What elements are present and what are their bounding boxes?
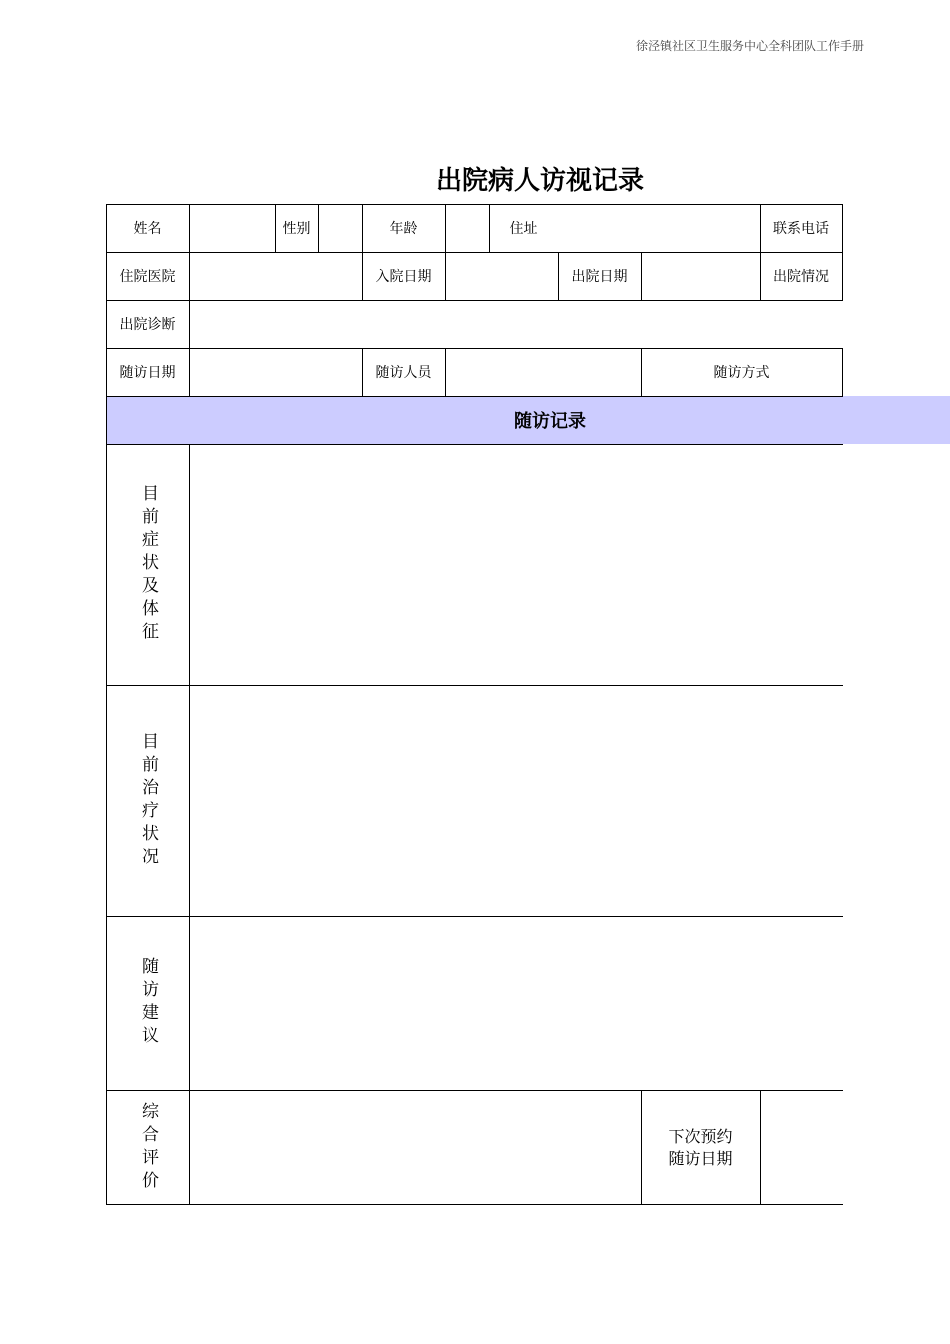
label-gender: 性别 [282, 221, 311, 237]
grid-line [106, 300, 843, 301]
grid-line [489, 204, 490, 252]
grid-line [189, 204, 190, 396]
label-advice-text: 随访建议 [138, 957, 158, 1049]
field-diagnosis[interactable] [189, 300, 842, 348]
section-header-band [106, 396, 950, 444]
label-admit-date: 入院日期 [375, 269, 432, 285]
grid-line [318, 204, 319, 252]
label-discharge-status: 出院情况 [773, 269, 829, 285]
grid-line [760, 1090, 761, 1205]
field-discharge-date[interactable] [641, 252, 760, 300]
label-symptoms [106, 444, 189, 685]
discharge-visit-form [106, 204, 950, 1206]
grid-line [641, 1090, 642, 1205]
grid-line [641, 252, 642, 300]
grid-line [106, 444, 843, 445]
field-admit-date[interactable] [445, 252, 558, 300]
label-next-appointment-line1: 下次预约 [668, 1126, 733, 1146]
label-phone: 联系电话 [773, 221, 829, 237]
grid-line [445, 252, 446, 300]
field-symptoms[interactable] [189, 444, 842, 685]
grid-line [760, 204, 761, 252]
grid-line [106, 685, 843, 686]
grid-line [760, 252, 761, 300]
document-title: 出院病人访视记录 [436, 166, 645, 196]
grid-line [106, 396, 843, 397]
grid-line [362, 348, 363, 396]
label-followup-date: 随访日期 [119, 365, 176, 381]
label-followup-staff: 随访人员 [375, 365, 432, 381]
grid-line [641, 348, 642, 396]
grid-line [106, 1090, 843, 1091]
grid-line [558, 252, 559, 300]
field-followup-date[interactable] [189, 348, 362, 396]
grid-line [106, 252, 843, 253]
field-treatment[interactable] [189, 685, 842, 916]
grid-line [275, 204, 276, 252]
label-hospital: 住院医院 [119, 269, 176, 285]
grid-line [106, 204, 107, 1205]
field-hospital[interactable] [189, 252, 362, 300]
grid-line [362, 204, 363, 252]
grid-line [106, 1204, 843, 1205]
label-treatment [106, 685, 189, 916]
label-diagnosis: 出院诊断 [119, 317, 176, 333]
field-followup-staff[interactable] [445, 348, 641, 396]
grid-line [445, 204, 446, 252]
field-address[interactable] [558, 204, 760, 252]
grid-line [106, 348, 843, 349]
label-age: 年龄 [389, 221, 418, 237]
label-followup-method: 随访方式 [713, 365, 770, 381]
grid-line [842, 204, 843, 300]
label-next-appointment-line2: 随访日期 [668, 1148, 733, 1168]
label-treatment-text: 目前治疗状况 [138, 731, 158, 870]
field-age[interactable] [445, 204, 489, 252]
label-symptoms-text: 目前症状及体征 [138, 484, 158, 645]
label-name: 姓名 [133, 221, 162, 237]
field-gender[interactable] [318, 204, 362, 252]
section-header: 随访记录 [514, 411, 586, 432]
grid-line [842, 348, 843, 396]
label-next-appointment [641, 1090, 760, 1205]
header-note: 徐泾镇社区卫生服务中心全科团队工作手册 [635, 39, 864, 53]
label-evaluation [106, 1090, 189, 1205]
grid-line [189, 444, 190, 1205]
grid-line [106, 204, 843, 205]
grid-line [445, 348, 446, 396]
label-address: 住址 [509, 221, 538, 237]
label-evaluation-text: 综合评价 [138, 1101, 158, 1194]
label-discharge-date: 出院日期 [571, 269, 628, 285]
grid-line [362, 252, 363, 300]
label-advice [106, 916, 189, 1090]
field-advice[interactable] [189, 916, 842, 1090]
field-name[interactable] [189, 204, 275, 252]
grid-line [106, 916, 843, 917]
field-evaluation[interactable] [189, 1090, 641, 1205]
field-next-appointment[interactable] [760, 1090, 842, 1205]
